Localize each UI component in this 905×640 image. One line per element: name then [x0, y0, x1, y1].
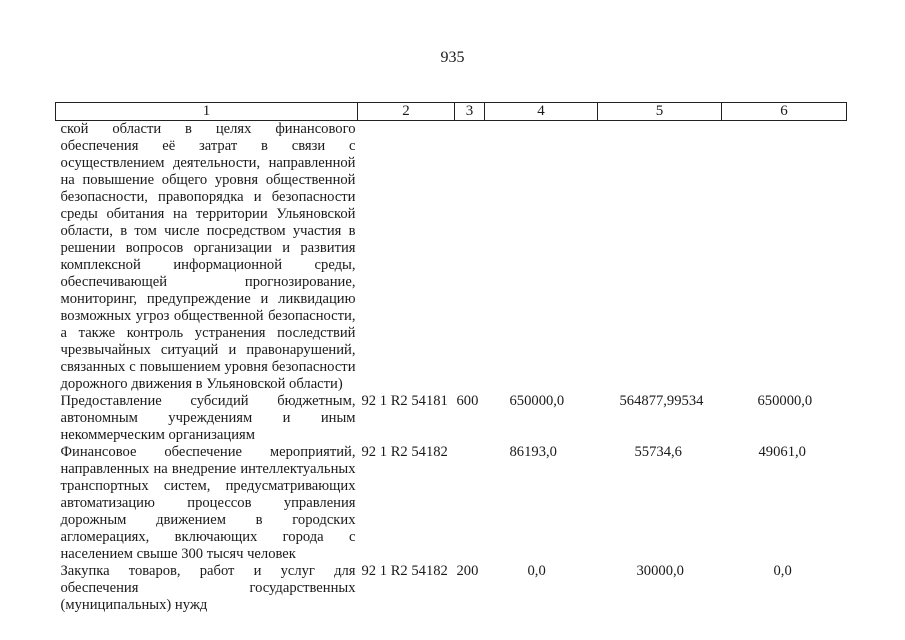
table-row [56, 563, 847, 614]
header-col-5: 5 [598, 103, 722, 121]
row-expense-type [455, 121, 485, 394]
row-value-5 [598, 121, 722, 394]
row-description: Закупка товаров, работ и услуг для обеспечения государственных (муниципальных) нужд [60, 563, 356, 613]
row-code: 92 1 R2 54181 [361, 393, 448, 409]
row-code [358, 121, 455, 394]
row-expense-type: 600 [456, 393, 479, 409]
header-col-6: 6 [722, 103, 847, 121]
row-value-6: 49061,0 [758, 444, 806, 460]
row-value-5: 564877,99534 [619, 393, 704, 409]
row-value-4: 86193,0 [509, 444, 557, 460]
row-value-6 [722, 121, 847, 394]
row-expense-type [455, 444, 485, 563]
page-number: 935 [440, 49, 465, 66]
row-value-4 [485, 121, 598, 394]
row-value-5: 55734,6 [634, 444, 682, 460]
row-code: 92 1 R2 54182 [361, 444, 448, 460]
row-description: Предоставление субсидий бюджетным, автономным учреждениям и иным некоммерческим организациям [60, 393, 356, 443]
header-col-1: 1 [56, 103, 358, 121]
table-row [56, 444, 847, 563]
row-code: 92 1 R2 54182 [361, 563, 448, 579]
row-expense-type: 200 [456, 563, 479, 579]
table-row [56, 121, 847, 394]
row-value-4: 650000,0 [509, 393, 565, 409]
row-value-6: 650000,0 [757, 393, 813, 409]
table-row [56, 393, 847, 444]
row-description: Финансовое обеспечение мероприятий, направленных на внедрение интеллектуальных транспортных систем, предусматривающих автоматизацию процессов управления дорожным движением в городских агломерациях, включающих города с населением свыше 300 тысяч человек [60, 444, 356, 562]
row-value-4: 0,0 [527, 563, 546, 579]
header-col-3: 3 [455, 103, 485, 121]
budget-table [55, 102, 847, 614]
header-row [56, 103, 847, 121]
row-description: ской области в целях финансового обеспечения её затрат в связи с осуществлением деятельности, направленной на повышение общего уровня общественной безопасности, правопорядка и безопасности среды обитания на территории Ульяновской области, в том числе посредством участия в решении вопросов организации и развития комплексной информационной среды, обеспечивающей прогнозирование, мониторинг, предупреждение и ликвидацию возможных угроз общественной безопасности, а также контроль устранения последствий чрезвычайных ситуаций и правонарушений, связанных с повышением уровня безопасности дорожного движения в Ульяновской области) [60, 121, 356, 392]
row-value-5: 30000,0 [636, 563, 684, 579]
row-value-6: 0,0 [773, 563, 792, 579]
header-col-2: 2 [358, 103, 455, 121]
header-col-4: 4 [485, 103, 598, 121]
